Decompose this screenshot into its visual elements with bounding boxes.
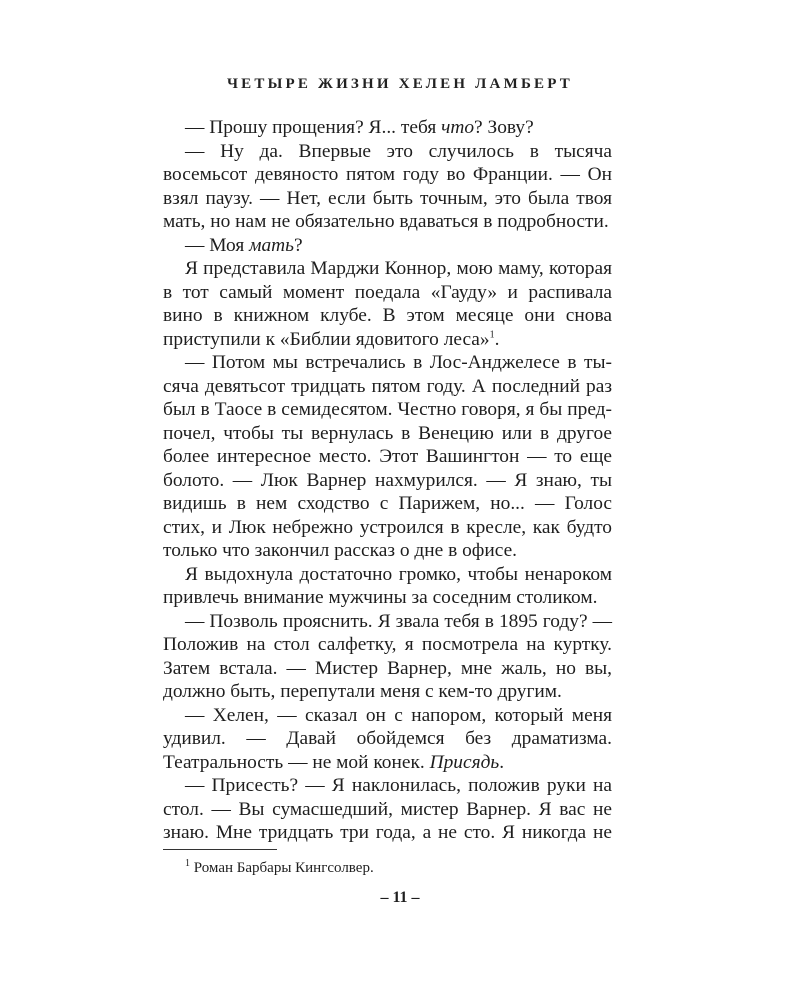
paragraph: — Потом мы встречались в Лос-Анджелесе в тысяча девятьсот тридцать пятом году. А последний раз был в Таосе в семидесятом. Честно говоря, я бы предпочел, чтобы ты вернулась в Венецию или в другое более интересное место. Этот Вашингтон — то еще болото. — Люк Варнер нахмурился. — Я знаю, ты видишь в нем сходство с Парижем, но... — Голос стих, и Люк небрежно устроился в кресле, как будто только что закончил рассказ о дне в офисе. xyxy=(163,352,612,561)
paragraph: — Присесть? — Я наклонилась, положив руки на стол. — Вы сумасшедший, мистер Варнер. Я вас не знаю. Мне тридцать три года, а не сто. Я никогда не xyxy=(163,775,612,843)
paragraph xyxy=(163,116,612,140)
emphasis: Присядь xyxy=(429,751,500,773)
footnote-marker: 1 xyxy=(185,858,190,869)
paragraph: Я выдохнула достаточно громко, чтобы ненароком привлечь внимание мужчины за соседним столиком. xyxy=(163,563,612,608)
paragraph-text: Я представила Марджи Коннор, мою маму, которая в тот самый момент поедала «Гауду» и распивала вино в книжном клубе. В этом месяце они снова приступили к «Библии ядовитого леса» xyxy=(163,258,612,350)
paragraph-text: ? xyxy=(294,234,303,256)
running-head: ЧЕТЫРЕ ЖИЗНИ ХЕЛЕН ЛАМБЕРТ xyxy=(226,76,574,92)
paragraph-text: . xyxy=(499,751,505,773)
paragraph-text: — Прошу прощения? Я... тебя xyxy=(185,117,442,138)
paragraph-text: ? Зову? xyxy=(474,117,534,138)
paragraph xyxy=(163,257,612,351)
footnote-text: Роман Барбары Кингсолвер. xyxy=(193,860,374,876)
footnote-rule xyxy=(163,849,277,850)
paragraph: — Позволь прояснить. Я звала тебя в 1895 году? — Положив на стол салфетку, я посмотрела на куртку. Затем встала. — Мистер Варнер, мне жаль, но вы, должно быть, перепутали меня с кем-то другим. xyxy=(163,610,612,702)
emphasis: что xyxy=(441,117,475,138)
emphasis: мать xyxy=(249,234,294,256)
paragraph-text: . xyxy=(494,328,500,350)
footnote xyxy=(185,858,605,878)
body-text xyxy=(163,116,612,845)
paragraph xyxy=(163,704,612,775)
paragraph xyxy=(163,234,612,258)
page-number: – 11 – xyxy=(380,889,420,906)
paragraph-text: — Хелен, — сказал он с напором, который меня удивил. — Давай обойдемся без драматизма. Театральность — не мой конек. xyxy=(163,704,612,773)
paragraph-text: — Моя xyxy=(185,234,250,256)
paragraph: — Ну да. Впервые это случилось в тысяча восемьсот девяносто пятом году во Франции. — Он взял паузу. — Нет, если быть точным, это была твоя мать, но нам не обязательно вдаваться в подробности. xyxy=(163,140,612,232)
footnote-marker: 1 xyxy=(489,329,495,341)
